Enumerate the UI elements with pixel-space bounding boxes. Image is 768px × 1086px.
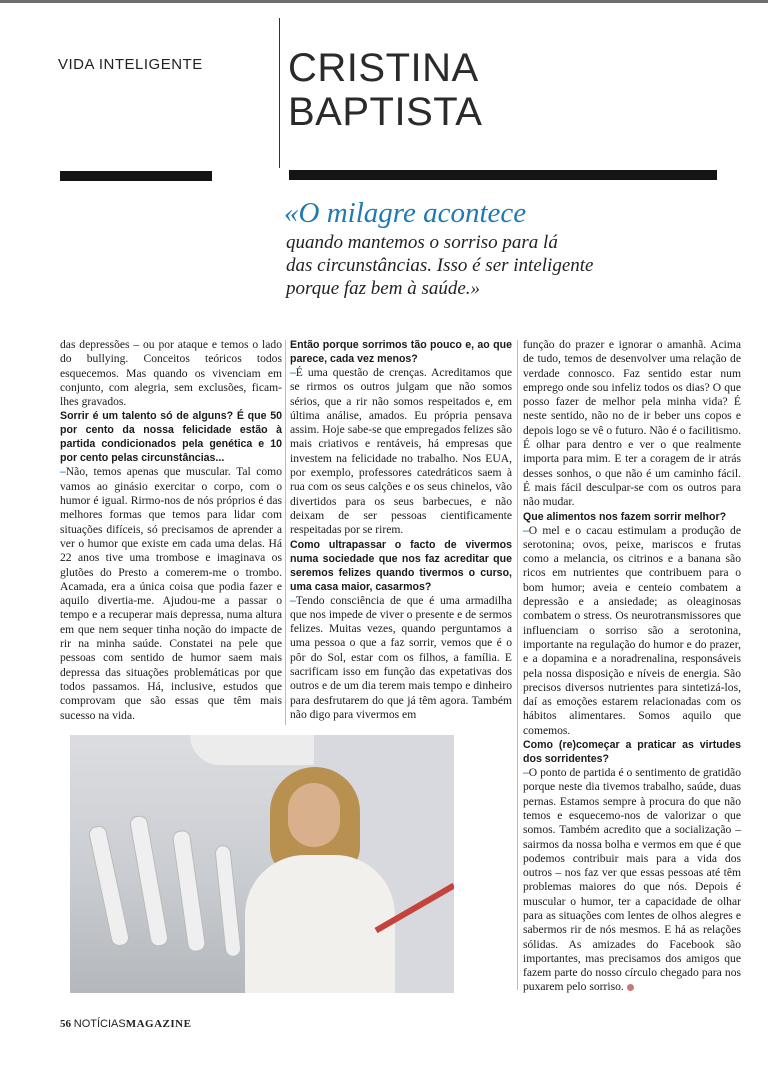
question: Sorrir é um talento só de alguns? É que 50 por cento da nossa felicidade estão à partida condicionados pela genética e 10 por cento pelas circunstâncias... bbox=[60, 410, 282, 465]
article-column-2 bbox=[290, 338, 512, 722]
top-border-line bbox=[0, 0, 768, 3]
woman-face bbox=[288, 783, 340, 847]
dental-tool-arm bbox=[214, 844, 242, 957]
answer-text: Não, temos apenas que muscular. Tal como vamos ao ginásio exercitar o corpo, com o humor é igual. Rirmo-nos de nós próprios é das melhores formas que temos para lidar com situações difíceis, só precisamos de aprender a ver o humor que existe em cada uma delas. Há 22 anos tive uma trombose e imaginava os glutões do Presto a comerem-me o trombo. Acamada, era a única coisa que podia fazer e aquilo divertia-me. Ajudou-me a passar o tempo e a recuperar mais depressa, numa altura em que nem sequer tinha noção do impacte de rir na minha saúde. Constatei na pele que pessoas com sentido de humor saem mais depressa das situações problemáticas por que todos passamos. Há, inclusive, estudos que comprovam que são essas que têm mais sucesso na vida. bbox=[60, 465, 282, 722]
page-number: 56 bbox=[60, 1018, 71, 1030]
answer-dash: – bbox=[523, 523, 529, 537]
pull-quote-line-2: quando mantemos o sorriso para lá bbox=[286, 232, 558, 253]
interviewee-name bbox=[288, 46, 482, 134]
article-column-1 bbox=[60, 338, 282, 723]
dental-tool-arm bbox=[172, 829, 207, 952]
answer-dash: – bbox=[523, 766, 529, 780]
dental-tool-arm bbox=[129, 814, 170, 947]
answer-text: O ponto de partida é o sentimento de gratidão porque neste dia tivemos trabalho, saúde, duas pernas. Estamos sempre à procura do que não temos e esquecemo-nos de valorizar o que somos. Também acredito que a socialização – sairmos da nossa bolha e vermos em que é que podemos contribuir mais para a vida dos outros – nos faz ver que essas pessoas até têm problemas maiores do que nós. Depois é muscular o humor, ter a capacidade de olhar para as situações com lentes de olhos alegres e sabermos rir de nós mesmos. E há as relações sólidas. As amizades do Facebook são importantes, mas precisamos dos amigos que fazem parte do nosso círculo chegado para nos puxarem pelo sorriso. bbox=[523, 766, 741, 994]
column-divider bbox=[517, 340, 518, 990]
answer-dash: – bbox=[290, 593, 296, 607]
name-last: BAPTISTA bbox=[288, 90, 483, 134]
page-footer bbox=[60, 1018, 191, 1030]
section-label: VIDA INTELIGENTE bbox=[58, 56, 203, 73]
question: Como ultrapassar o facto de vivermos numa sociedade que nos faz acreditar que seremos felizes quando tivermos o curso, uma casa maior, casarmos? bbox=[290, 538, 512, 593]
answer-text: Tendo consciência de que é uma armadilha que nos impede de viver o presente e de sermos felizes. Muitas vezes, quando perguntamos a uma pessoa o que a faz sorrir, vemos que é o pôr do Sol, estar com os filhos, a família. E sacrificam isso em função das expetativas dos outros e de um dia terem mais tempo e dinheiro para desfrutarem do que já têm agora. Também não digo para vivermos em bbox=[290, 593, 512, 721]
pull-quote bbox=[284, 195, 664, 300]
end-mark-icon bbox=[627, 984, 634, 991]
answer bbox=[290, 594, 512, 723]
paragraph: das depressões – ou por ataque e temos o lado do bullying. Conceitos teóricos todos esquecemos. Mas quando os vivenciam em conjunto, com alegria, sem exclusões, ficam-lhes gravados. bbox=[60, 338, 282, 409]
question: Como (re)começar a praticar as virtudes dos sorridentes? bbox=[523, 739, 741, 766]
pull-quote-line-4: porque faz bem à saúde.» bbox=[286, 278, 481, 299]
answer bbox=[60, 465, 282, 722]
header-divider bbox=[279, 18, 280, 168]
magazine-name-part-1: NOTÍCIAS bbox=[73, 1018, 126, 1030]
question: Que alimentos nos fazem sorrir melhor? bbox=[523, 510, 727, 523]
portrait-photo bbox=[70, 735, 454, 993]
answer-dash: – bbox=[60, 465, 66, 479]
answer bbox=[290, 366, 512, 538]
answer-text: O mel e o cacau estimulam a produção de serotonina; ovos, peixe, mariscos e frutas como a melancia, os citrinos e a banana são ricos em nutrientes que contribuem para o bom humor; aveia e centeio combatem a depressão e a ansiedade; as oleaginosas combatem o stress. Os neurotransmissores que influenciam o sorriso são a serotonina, importante na regulação do humor e do prazer, e a dopamina e a noradrenalina, responsáveis pela nossa disposição e níveis de energia. São precisos diversos nutrientes para sintetizá-los, daí as emoções estarem relacionadas com os hábitos alimentares. Somos aquilo que comemos. bbox=[523, 523, 741, 737]
paragraph: função do prazer e ignorar o amanhã. Acima de tudo, temos de desenvolver uma relação de verdade connosco. Faz sentido estar num emprego onde sou infeliz todos os dias? O que posso fazer de melhor pela minha vida? É neste sentido, não no de ir beber uns copos e depois logo se vê o futuro. Não é o facilitismo. É olhar para dentro e ver o que realmente importa para mim. E ter a coragem de ir atrás desses sonhos, o que não é um caminho fácil. É mais fácil desculpar-se com os outros para não mudar. bbox=[523, 338, 741, 509]
pull-quote-line-1: «O milagre acontece bbox=[284, 197, 527, 229]
dental-tool-arm bbox=[88, 824, 131, 947]
answer-text: É uma questão de crenças. Acreditamos que se rirmos os outros julgam que não somos sérios, que a rir não somos respeitados e, em última análise, amados. Eu própria pensava assim. Hoje sabe-se que empregados felizes são mais criativos e rentáveis, há empresas que investem na felicidade no trabalho. Nos EUA, por exemplo, professores catedráticos saem à rua com os seus calções e os seus chinelos, vão divertidos para os seus barbecues, e não deixam de ser pessoas cientificamente respeitadas por se rirem. bbox=[290, 366, 512, 537]
name-first: CRISTINA bbox=[288, 46, 479, 90]
article-column-3 bbox=[523, 338, 741, 995]
answer-dash: – bbox=[290, 366, 296, 379]
woman-body bbox=[245, 855, 395, 993]
answer bbox=[523, 766, 741, 995]
rule-bar-right bbox=[289, 170, 717, 180]
rule-bar-left bbox=[60, 171, 212, 181]
column-divider bbox=[285, 340, 286, 725]
pull-quote-line-3: das circunstâncias. Isso é ser inteligente bbox=[286, 255, 594, 276]
answer bbox=[523, 524, 741, 738]
magazine-name-part-2: MAGAZINE bbox=[125, 1018, 192, 1030]
question: Então porque sorrimos tão pouco e, ao que parece, cada vez menos? bbox=[290, 339, 512, 365]
